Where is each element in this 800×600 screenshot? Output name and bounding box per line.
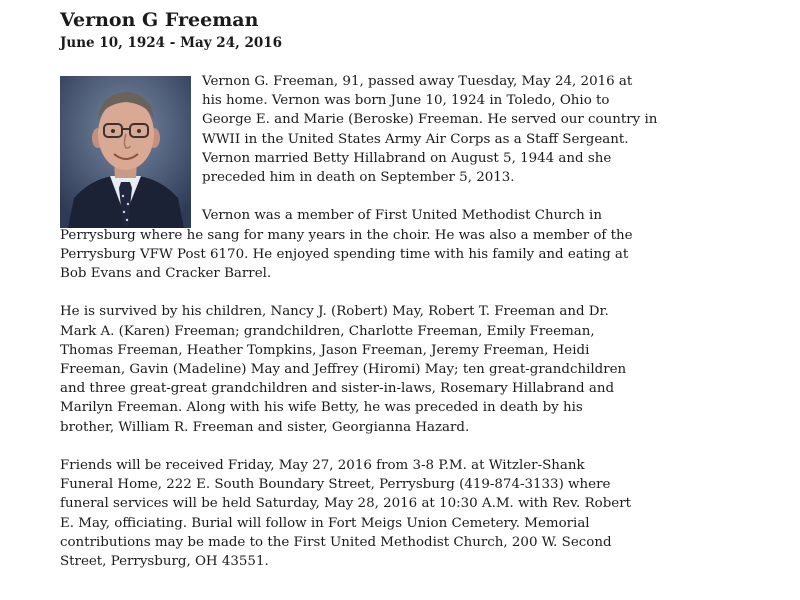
- text-line: funeral services will be held Saturday, May 28, 2016 at 10:30 A.M. with Rev. Robert: [60, 496, 631, 512]
- text-line: He is survived by his children, Nancy J. (Robert) May, Robert T. Freeman and Dr.: [60, 304, 609, 320]
- text-line: preceded him in death on September 5, 2013.: [202, 170, 515, 186]
- text-line: E. May, officiating. Burial will follow in Fort Meigs Union Cemetery. Memorial: [60, 515, 590, 531]
- text-line: Funeral Home, 222 E. South Boundary Street, Perrysburg (419-874-3133) where: [60, 477, 611, 493]
- text-line: Perrysburg where he sang for many years in the choir. He was also a member of the: [60, 227, 633, 243]
- text-line: his home. Vernon was born June 10, 1924 in Toledo, Ohio to: [202, 93, 610, 109]
- obituary-dates: June 10, 1924 - May 24, 2016: [60, 35, 283, 51]
- obituary-paragraph-4: [60, 456, 760, 571]
- text-line: Vernon married Betty Hillabrand on August 5, 1944 and she: [202, 150, 612, 166]
- text-line: Thomas Freeman, Heather Tompkins, Jason Freeman, Jeremy Freeman, Heidi: [60, 342, 590, 358]
- text-line: Vernon G. Freeman, 91, passed away Tuesday, May 24, 2016 at: [202, 74, 633, 89]
- text-line: Friends will be received Friday, May 27, 2016 from 3-8 P.M. at Witzler-Shank: [60, 458, 585, 474]
- text-line: Marilyn Freeman. Along with his wife Betty, he was preceded in death by his: [60, 400, 583, 416]
- text-line: Perrysburg VFW Post 6170. He enjoyed spending time with his family and eating at: [60, 246, 629, 262]
- text-line: Mark A. (Karen) Freeman; grandchildren, Charlotte Freeman, Emily Freeman,: [60, 323, 595, 339]
- obituary-name: Vernon G Freeman: [60, 9, 259, 31]
- obituary-body: [60, 72, 760, 590]
- text-line: WWII in the United States Army Air Corps as a Staff Sergeant.: [202, 131, 629, 147]
- obituary-paragraph-3: [60, 302, 760, 436]
- obituary-paragraph-1: [60, 72, 760, 187]
- obituary-paragraph-2: [60, 206, 760, 283]
- text-line: Bob Evans and Cracker Barrel.: [60, 266, 272, 282]
- text-line: Freeman, Gavin (Madeline) May and Jeffrey (Hiromi) May; ten great-grandchildren: [60, 362, 627, 378]
- text-line: contributions may be made to the First United Methodist Church, 200 W. Second: [60, 534, 612, 550]
- text-line: brother, William R. Freeman and sister, Georgianna Hazard.: [60, 419, 470, 435]
- text-line: and three great-great grandchildren and sister-in-laws, Rosemary Hillabrand and: [60, 381, 615, 397]
- text-line: Street, Perrysburg, OH 43551.: [60, 554, 269, 570]
- text-line: George E. and Marie (Beroske) Freeman. He served our country in: [202, 112, 658, 128]
- text-line: Vernon was a member of First United Methodist Church in: [202, 208, 602, 224]
